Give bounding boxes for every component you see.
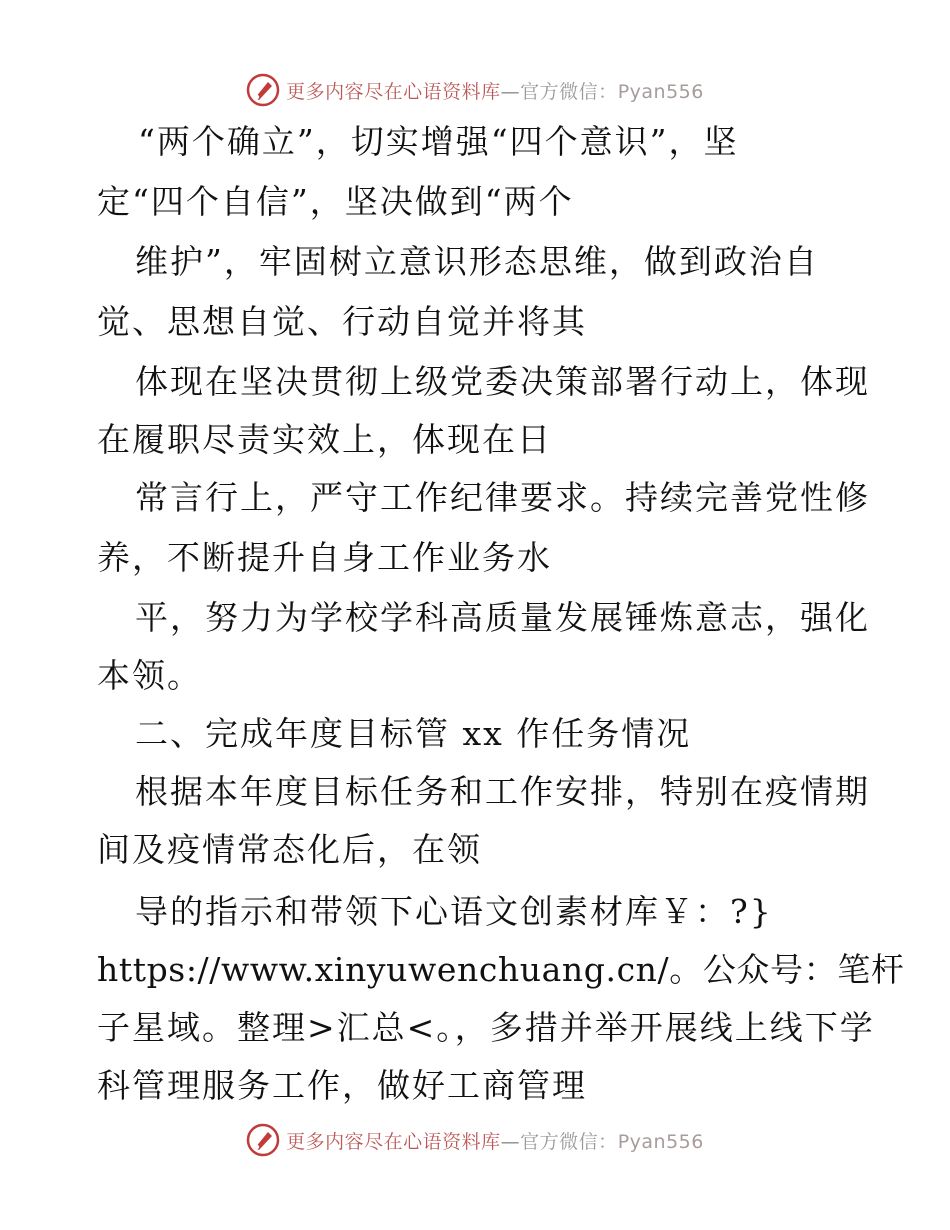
body-line: 导的指示和带领下心语文创素材库￥：?} — [135, 892, 773, 931]
watermark-main: 更多内容尽在心语资料库 — [286, 1130, 501, 1153]
watermark-separator: — — [500, 80, 521, 103]
watermark-text — [286, 1127, 704, 1154]
body-line: 定“四个自信”，坚决做到“两个 — [97, 182, 574, 221]
body-line: 平，努力为学校学科高质量发展锤炼意志，强化 — [135, 598, 870, 637]
body-line: 在履职尽责实效上，体现在日 — [97, 420, 552, 459]
body-line: 维护”，牢固树立意识形态思维，做到政治自 — [135, 242, 819, 281]
body-line-url: https://www.xinyuwenchuang.cn/。公众号：笔杆 — [97, 950, 905, 989]
watermark-main: 更多内容尽在心语资料库 — [286, 80, 501, 103]
watermark-separator: — — [500, 1130, 521, 1153]
body-line: 体现在坚决贯彻上级党委决策部署行动上，体现 — [135, 362, 870, 401]
header-watermark — [0, 70, 950, 110]
body-line: 本领。 — [97, 656, 202, 695]
body-line: 子星域。整理>汇总<。，多措并举开展线上线下学 — [97, 1008, 875, 1047]
pen-logo-icon — [246, 73, 280, 107]
pen-logo-icon — [246, 1123, 280, 1157]
watermark-text — [286, 77, 704, 104]
body-line: “两个确立”，切实增强“四个意识”，坚 — [138, 122, 739, 161]
body-line: 养，不断提升自身工作业务水 — [97, 538, 552, 577]
section-heading: 二、完成年度目标管 xx 作任务情况 — [135, 714, 692, 753]
body-line: 科管理服务工作，做好工商管理 — [97, 1066, 587, 1105]
body-line: 觉、思想自觉、行动自觉并将其 — [97, 302, 587, 341]
body-line: 常言行上，严守工作纪律要求。持续完善党性修 — [135, 478, 870, 517]
watermark-wechat-id: Pyan556 — [617, 80, 704, 103]
footer-watermark — [0, 1120, 950, 1160]
watermark-wechat-label: 官方微信： — [520, 1130, 618, 1153]
body-line: 根据本年度目标任务和工作安排，特别在疫情期 — [135, 772, 870, 811]
watermark-wechat-id: Pyan556 — [617, 1130, 704, 1153]
watermark-wechat-label: 官方微信： — [520, 80, 618, 103]
body-line: 间及疫情常态化后，在领 — [97, 830, 482, 869]
